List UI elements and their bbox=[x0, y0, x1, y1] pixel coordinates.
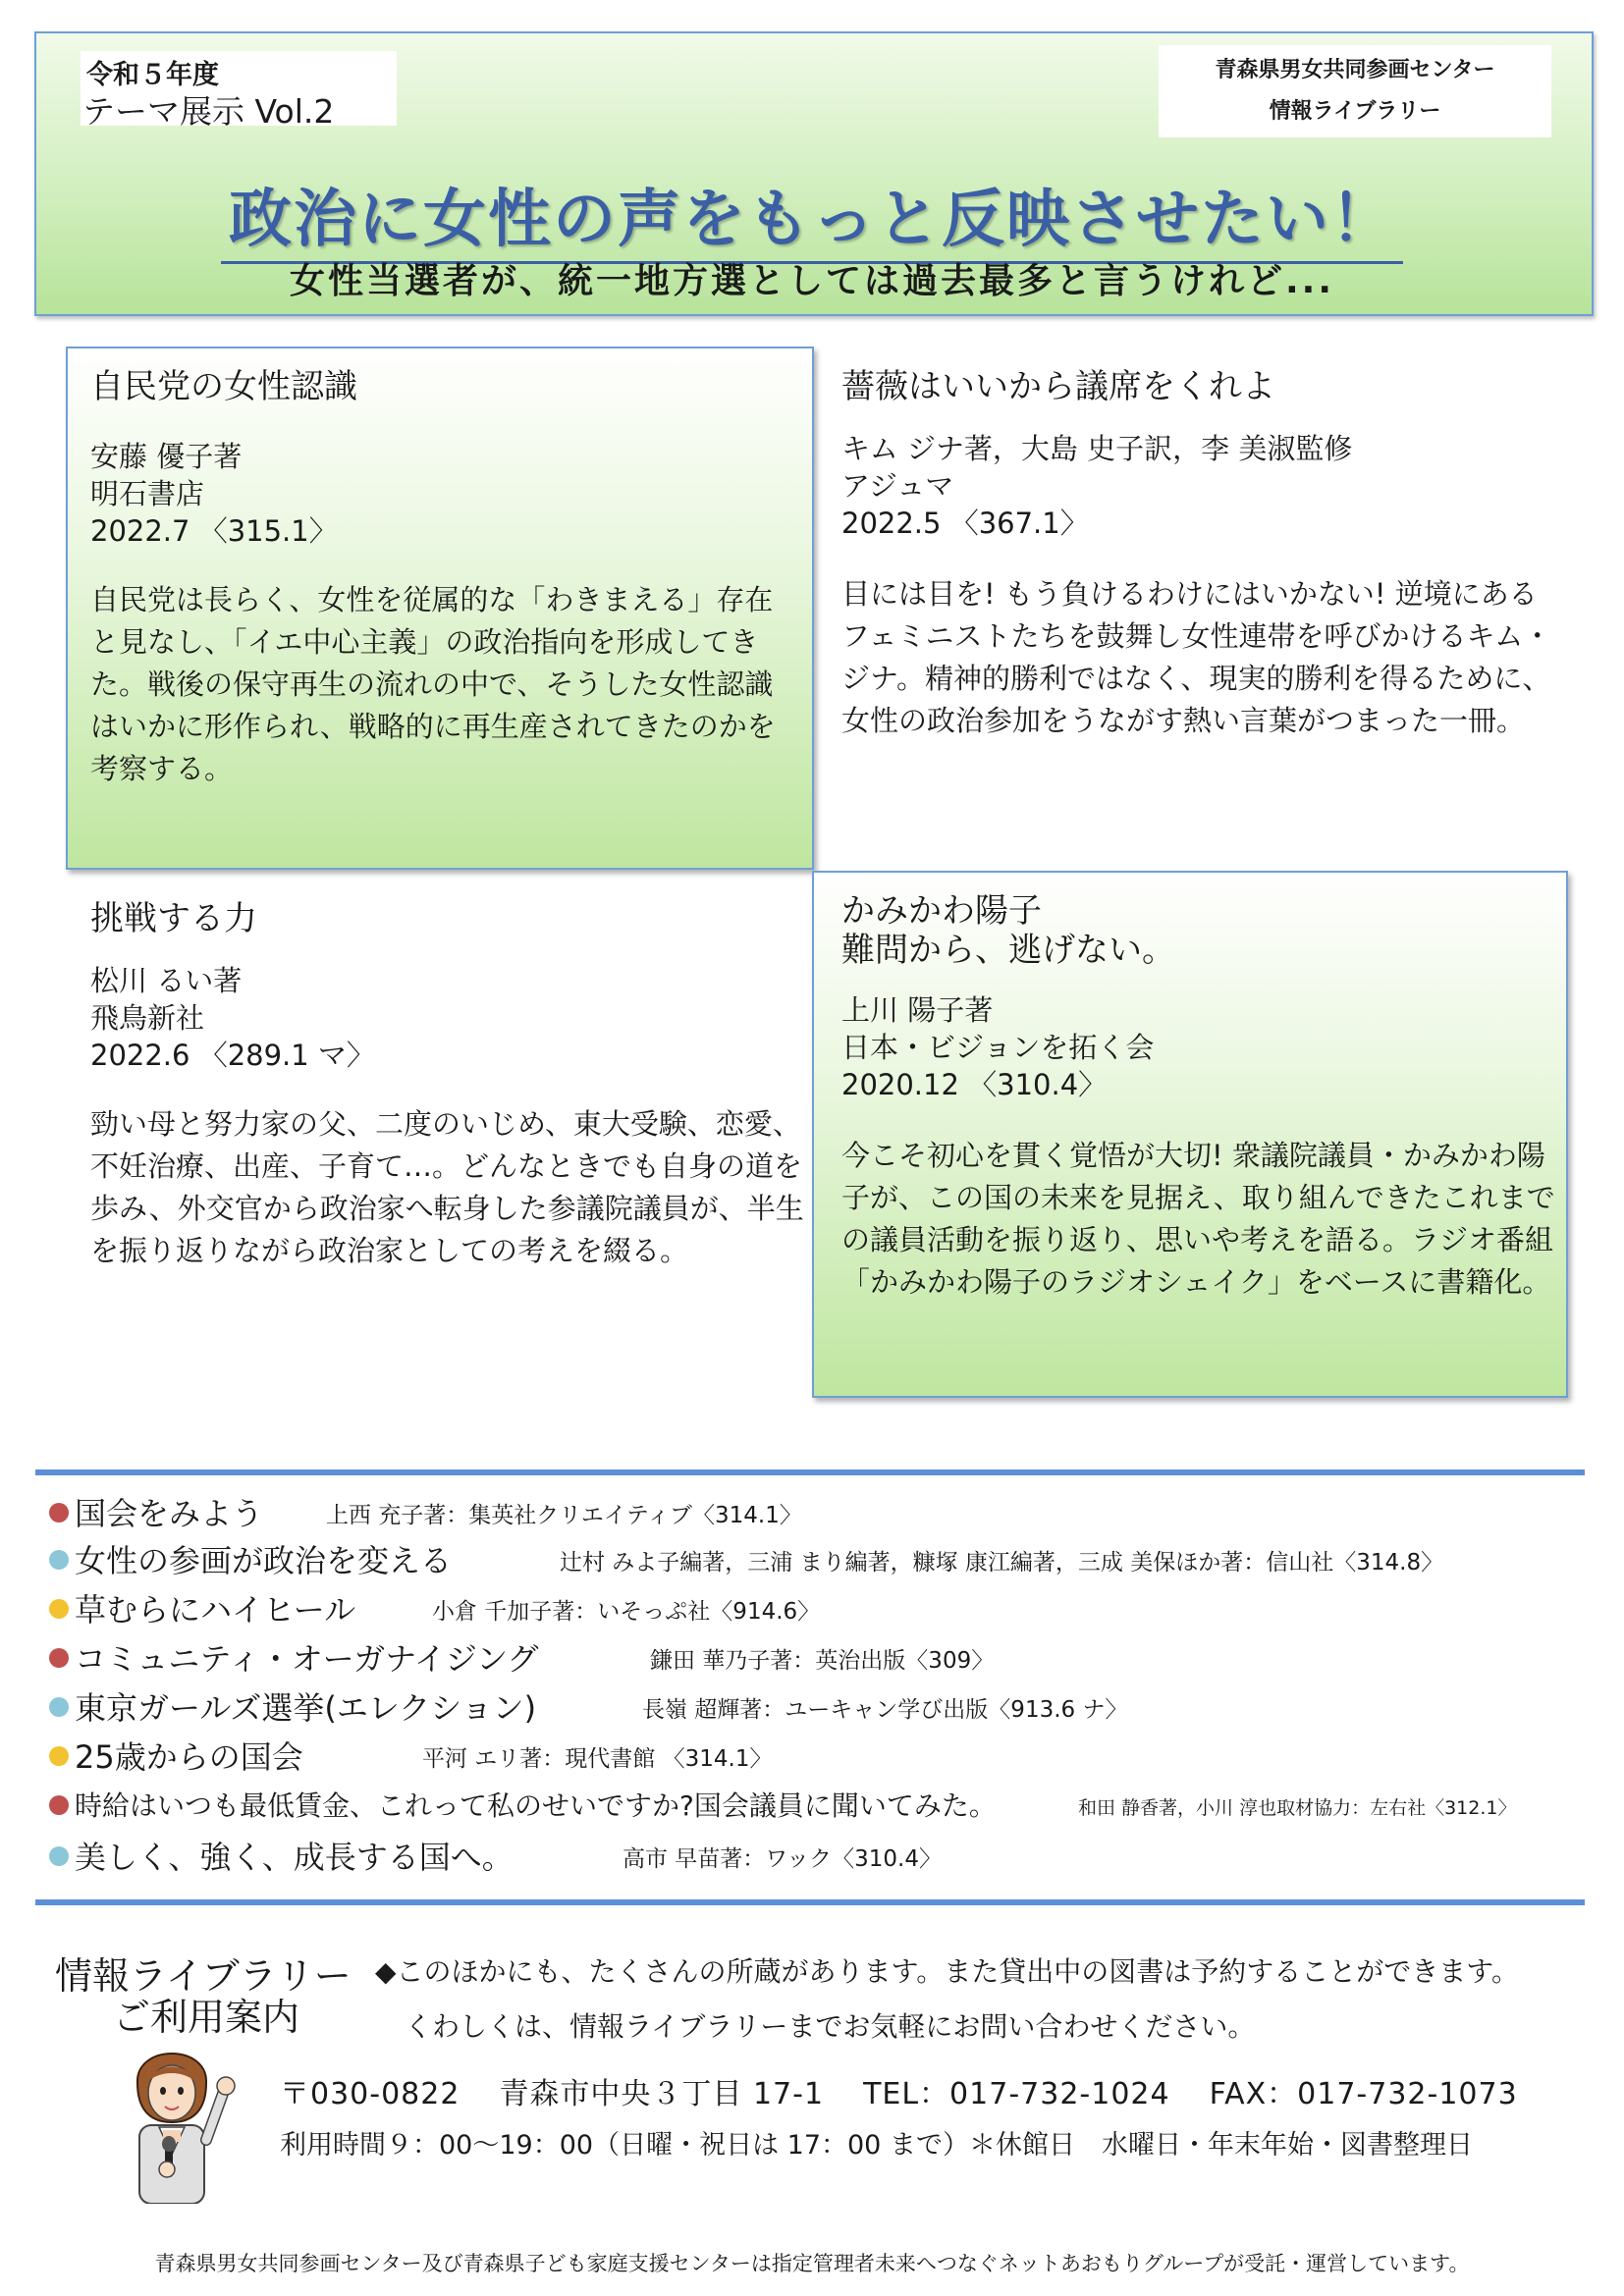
book-list-title: コミュニティ・オーガナイジング bbox=[75, 1640, 539, 1678]
fax: FAX：017-732-1073 bbox=[1209, 2077, 1518, 2111]
library-name: 情報ライブラリー bbox=[1269, 99, 1441, 124]
book-author: キム ジナ著，大島 史子訳，李 美淑監修 bbox=[841, 432, 1353, 465]
bullet-dot bbox=[49, 1697, 69, 1717]
book-author: 安藤 優子著 bbox=[90, 440, 243, 473]
footer-disclaimer: 青森県男女共同参画センター及び青森県子ども家庭支援センターは指定管理者未来へつなぐネットあおもりグループが受託・運営しています。 bbox=[154, 2252, 1470, 2275]
divider bbox=[35, 1899, 1585, 1905]
book-description: 今こそ初心を貫く覚悟が大切! 衆議院議員・かみかわ陽子が、この国の未来を見据え、取り組んできたこれまでの議員活動を振り返り、思いや考えを語る。ラジオ番組「かみかわ陽子のラジオシェイク」をベースに書籍化。 bbox=[841, 1139, 1555, 1299]
footer-address bbox=[280, 2069, 1557, 2112]
book-list-title: 国会をみよう bbox=[75, 1495, 264, 1532]
book-list-title: 時給はいつも最低賃金、これって私のせいですか?国会議員に聞いてみた。 bbox=[75, 1789, 997, 1822]
book-list-detail: 辻村 みよ子編著，三浦 まり編著，糠塚 康江編著，三成 美保ほか著：信山社〈314.8〉 bbox=[560, 1550, 1444, 1575]
bullet-dot bbox=[49, 1503, 69, 1522]
organization-name: 青森県男女共同参画センター bbox=[1215, 58, 1495, 82]
book-list-detail: 長嶺 超輝著：ユーキャン学び出版〈913.6 ナ〉 bbox=[642, 1697, 1128, 1723]
bullet-dot bbox=[49, 1550, 69, 1570]
book-author: 松川 るい著 bbox=[90, 964, 243, 997]
book-description: 目には目を! もう負けるわけにはいかない! 逆境にあるフェミニストたちを鼓舞し女性連帯を呼びかけるキム・ジナ。精神的勝利ではなく、現実的勝利を得るために、女性の政治参加をうながす熱い言葉がつまった一冊。 bbox=[841, 577, 1552, 737]
featured-book-1 bbox=[90, 367, 799, 790]
book-list-title: 女性の参画が政治を変える bbox=[75, 1542, 453, 1579]
bullet-dot bbox=[49, 1795, 69, 1815]
telephone: TEL：017-732-1024 bbox=[863, 2077, 1170, 2111]
book-title: 薔薇はいいから議席をくれよ bbox=[841, 367, 1275, 406]
exhibit-volume: テーマ展示 Vol.2 bbox=[82, 92, 335, 131]
bullet-dot bbox=[49, 1846, 69, 1866]
book-publisher: アジュマ bbox=[841, 469, 954, 503]
book-list-detail: 平河 エリ著：現代書館 〈314.1〉 bbox=[422, 1746, 773, 1772]
featured-book-2 bbox=[841, 367, 1554, 742]
footer-usage-guide: ご利用案内 bbox=[113, 1996, 300, 2039]
book-list-title: 東京ガールズ選挙(エレクション) bbox=[75, 1689, 537, 1727]
postal-code: 〒030-0822 bbox=[280, 2077, 460, 2111]
speaker-woman-icon bbox=[108, 2032, 241, 2204]
book-list-detail: 鎌田 華乃子著：英治出版〈309〉 bbox=[650, 1648, 995, 1674]
book-title: 自民党の女性認識 bbox=[90, 367, 357, 406]
page-title: 政治に女性の声をもっと反映させたい！ bbox=[221, 169, 1403, 264]
book-description: 自民党は長らく、女性を従属的な「わきまえる」存在と見なし、「イエ中心主義」の政治指向を形成してきた。戦後の保守再生の流れの中で、そうした女性認識はいかに形作られ、戦略的に再生産されてきたのかを考察する。 bbox=[90, 583, 776, 785]
book-list-detail: 小倉 千加子著：いそっぷ社〈914.6〉 bbox=[432, 1599, 821, 1625]
book-list-detail: 高市 早苗著：ワック〈310.4〉 bbox=[623, 1846, 943, 1872]
book-title-line-1: かみかわ陽子 bbox=[841, 891, 1042, 931]
fiscal-year: 令和５年度 bbox=[86, 60, 219, 90]
featured-book-3 bbox=[90, 899, 807, 1272]
title-wrapper bbox=[0, 169, 1624, 264]
book-author: 上川 陽子著 bbox=[841, 993, 994, 1027]
mascot-illustration bbox=[108, 2032, 241, 2204]
footer-notice: くわしくは、情報ライブラリーまでお気軽にお問い合わせください。 bbox=[405, 2010, 1256, 2043]
book-publisher: 日本・ビジョンを拓く会 bbox=[841, 1031, 1155, 1064]
book-publisher: 明石書店 bbox=[90, 477, 205, 510]
book-list-title: 美しく、強く、成長する国へ。 bbox=[75, 1839, 514, 1876]
page-subtitle: 女性当選者が、統一地方選としては過去最多と言うけれど... bbox=[289, 261, 1335, 301]
footer-notice: ◆このほかにも、たくさんの所蔵があります。また貸出中の図書は予約することができます。 bbox=[375, 1955, 1520, 1988]
bullet-dot bbox=[49, 1648, 69, 1668]
bullet-dot bbox=[49, 1599, 69, 1619]
featured-book-4 bbox=[841, 891, 1556, 1304]
book-list-detail: 和田 静香著，小川 淳也取材協力：左右社〈312.1〉 bbox=[1078, 1797, 1517, 1819]
book-title-line-2: 難問から、逃げない。 bbox=[841, 931, 1175, 970]
book-date-class: 2020.12 〈310.4〉 bbox=[841, 1068, 1108, 1101]
footer-library-name: 情報ライブラリー bbox=[55, 1954, 352, 1998]
opening-hours: 利用時間９：00～19：00（日曜・祝日は 17：00 まで）＊休館日 水曜日・年末年始・図書整理日 bbox=[280, 2130, 1473, 2161]
book-publisher: 飛鳥新社 bbox=[90, 1001, 205, 1035]
book-list-detail: 上西 充子著：集英社クリエイティブ〈314.1〉 bbox=[326, 1503, 802, 1528]
book-date-class: 2022.6 〈289.1 マ〉 bbox=[90, 1039, 375, 1072]
book-list-title: 25歳からの国会 bbox=[75, 1738, 303, 1776]
book-description: 勁い母と努力家の父、二度のいじめ、東大受験、恋愛、不妊治療、出産、子育て…。どんなときでも自身の道を歩み、外交官から政治家へ転身した参議院議員が、半生を振り返りながら政治家としての考えを綴る。 bbox=[90, 1107, 804, 1267]
book-title: 挑戦する力 bbox=[90, 899, 257, 938]
divider bbox=[35, 1469, 1585, 1475]
book-list-title: 草むらにハイヒール bbox=[75, 1591, 356, 1629]
book-date-class: 2022.7 〈315.1〉 bbox=[90, 514, 338, 548]
bullet-dot bbox=[49, 1746, 69, 1766]
street-address: 青森市中央３丁目 17-1 bbox=[499, 2077, 825, 2111]
book-date-class: 2022.5 〈367.1〉 bbox=[841, 507, 1089, 540]
